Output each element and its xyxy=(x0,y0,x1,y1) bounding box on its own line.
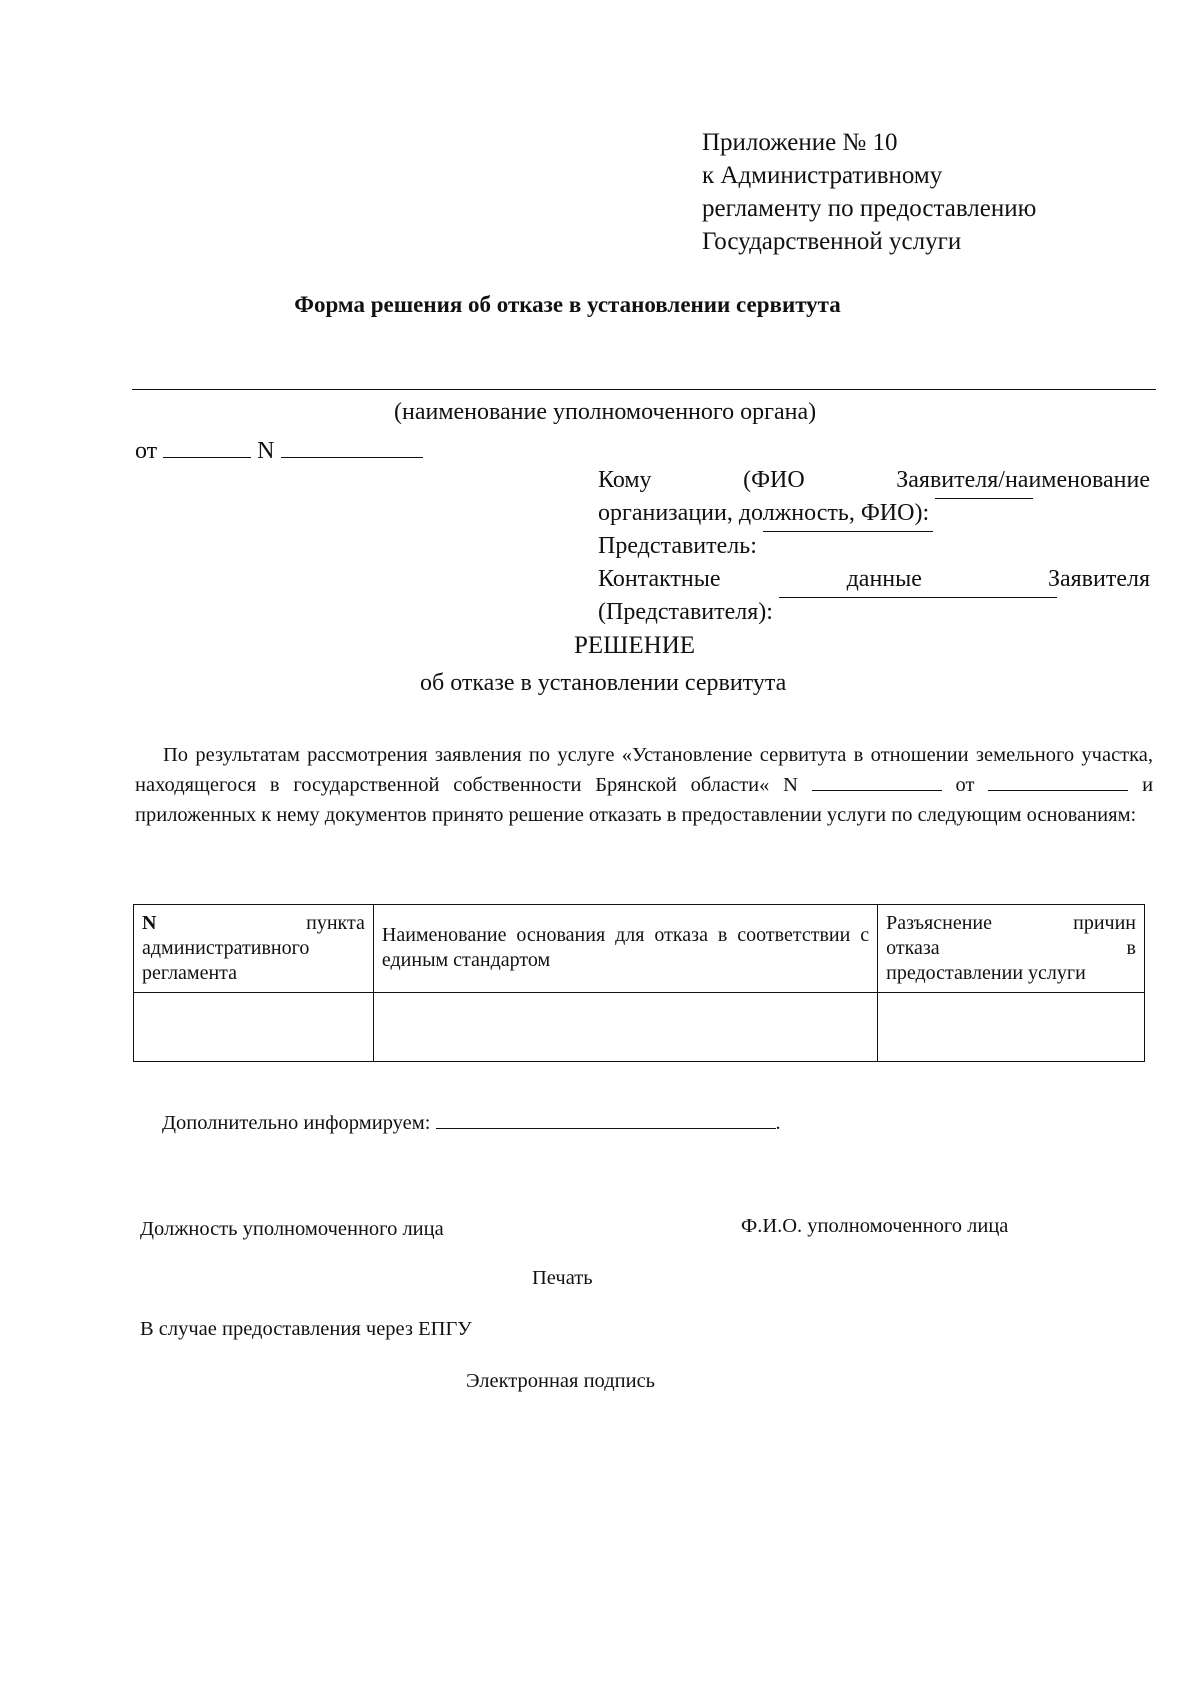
body-text-part2: и приложенных к нему документов принято решение отказать в предоставлении услуги по следующим основаниям: xyxy=(135,774,1154,826)
table-cell xyxy=(373,993,877,1062)
recipient-block xyxy=(598,464,1150,629)
appendix-line: Государственной услуги xyxy=(702,228,962,255)
recipient-word: Кому xyxy=(598,467,652,493)
contacts-word: Контактные xyxy=(598,566,721,592)
number-blank xyxy=(281,456,423,458)
org-caption: (наименование уполномоченного органа) xyxy=(394,399,817,425)
contacts-word: данные xyxy=(846,566,922,592)
additional-info-line xyxy=(162,1112,781,1135)
table-cell xyxy=(878,993,1145,1062)
org-name-line xyxy=(132,389,1156,390)
form-title: Форма решения об отказе в установлении сервитута xyxy=(294,292,841,317)
decision-subtitle: об отказе в установлении сервитута xyxy=(420,670,787,696)
contacts-row-2 xyxy=(598,596,1150,629)
epgu-label: В случае предоставления через ЕПГУ xyxy=(140,1318,472,1340)
recipient-word: (ФИО xyxy=(743,467,805,493)
additional-info-end: . xyxy=(775,1112,781,1134)
representative-row xyxy=(598,530,1150,563)
stamp-label: Печать xyxy=(532,1267,593,1289)
col3-header-word: Разъяснение xyxy=(886,912,992,934)
contacts-label: (Представителя): xyxy=(598,599,773,625)
representative-blank xyxy=(763,530,933,532)
appendix-line: к Административному xyxy=(702,162,943,189)
col3-header-word: отказа xyxy=(886,937,940,959)
official-fio-label: Ф.И.О. уполномоченного лица xyxy=(741,1215,1009,1237)
table-cell xyxy=(134,993,374,1062)
col2-header: Наименование основания для отказа в соответствии с единым стандартом xyxy=(381,924,870,971)
col3-header-word: причин xyxy=(1073,912,1136,934)
electronic-signature-label: Электронная подпись xyxy=(466,1370,656,1392)
appendix-header xyxy=(702,126,1036,258)
table-header-cell xyxy=(373,905,877,993)
col3-header-rest: предоставлении услуги xyxy=(886,962,1086,984)
application-date-blank xyxy=(988,789,1128,791)
appendix-line: Приложение № 10 xyxy=(702,129,898,156)
recipient-to-row xyxy=(598,464,1150,497)
decision-title: РЕШЕНИЕ xyxy=(574,632,696,659)
contacts-row xyxy=(598,563,1150,596)
col3-header-word: в xyxy=(1126,937,1136,959)
recipient-word: Заявителя/наименование xyxy=(896,467,1150,493)
table-header-row xyxy=(134,905,1145,993)
representative-label: Представитель: xyxy=(598,533,757,559)
contacts-word: Заявителя xyxy=(1047,566,1150,592)
appendix-line: регламенту по предоставлению xyxy=(702,195,1037,222)
col1-header-word: N xyxy=(142,912,157,934)
body-from-label: от xyxy=(955,774,975,796)
additional-info-blank xyxy=(436,1127,776,1129)
recipient-org-row xyxy=(598,497,1150,530)
table-header-cell xyxy=(878,905,1145,993)
from-label: от xyxy=(135,438,158,464)
date-blank xyxy=(163,456,251,458)
number-sign: N xyxy=(257,438,275,464)
application-number-blank xyxy=(812,789,942,791)
decision-body xyxy=(135,740,1153,830)
table-row xyxy=(134,993,1145,1062)
table-header-cell xyxy=(134,905,374,993)
col1-header-word: пункта xyxy=(306,912,365,934)
recipient-org-label: организации, должность, ФИО): xyxy=(598,500,930,526)
official-position-label: Должность уполномоченного лица xyxy=(140,1218,444,1240)
date-number-line xyxy=(135,438,423,465)
col1-header-rest: административного регламента xyxy=(142,937,310,984)
body-text-part1: По результатам рассмотрения заявления по услуге «Установление сервитута в отношении земельного участка, находящегося в государственной собственности Брянской области« N xyxy=(135,744,1153,796)
refusal-grounds-table xyxy=(133,904,1145,1062)
recipient-blank xyxy=(935,497,1033,499)
additional-info-label: Дополнительно информируем: xyxy=(162,1112,431,1134)
contacts-blank xyxy=(779,596,1057,598)
